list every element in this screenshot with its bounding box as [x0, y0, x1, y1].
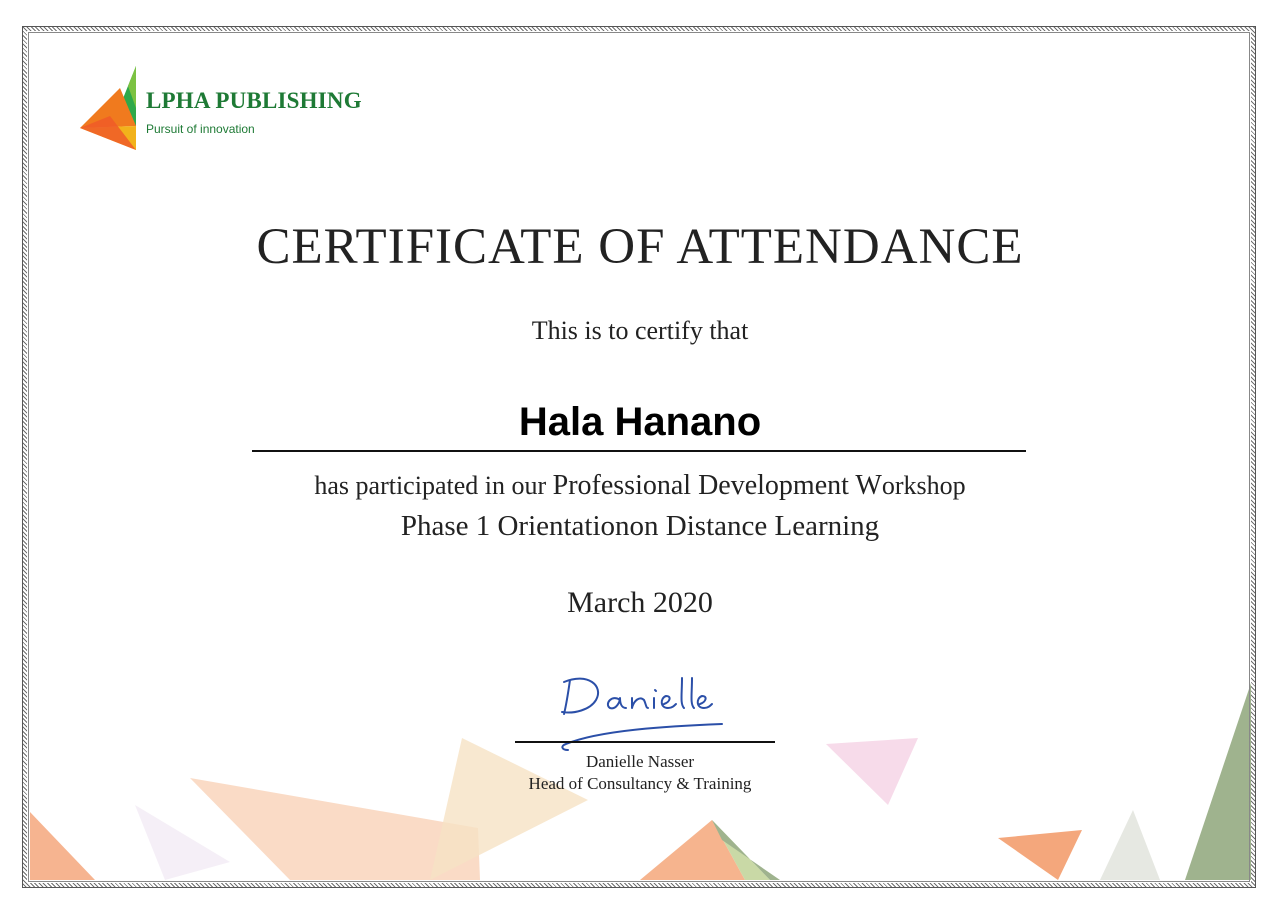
phase-label: Phase 1 Orientation — [400, 510, 630, 542]
phase-topic: on Distance Learning — [629, 510, 880, 542]
logo-name: LPHA PUBLISHING — [146, 88, 362, 113]
signatory-name: Danielle Nasser — [585, 752, 695, 771]
certificate-title: CERTIFICATE OF ATTENDANCE — [256, 219, 1024, 275]
certify-text: This is to certify that — [531, 316, 749, 345]
signature-line — [515, 741, 775, 743]
participation-prefix: has participated in our — [314, 471, 547, 500]
recipient-underline — [252, 450, 1026, 452]
signatory-role: Head of Consultancy & Training — [528, 774, 752, 793]
certificate-date: March 2020 — [567, 586, 713, 619]
program-name: Professional Development W — [552, 470, 882, 501]
phase-line — [0, 510, 1280, 543]
participation-line — [0, 470, 1280, 502]
logo-tagline: Pursuit of innovation — [146, 122, 255, 136]
signature-image — [540, 664, 740, 764]
program-suffix: orkshop — [881, 471, 966, 500]
recipient-name: Hala Hanano — [518, 400, 762, 444]
